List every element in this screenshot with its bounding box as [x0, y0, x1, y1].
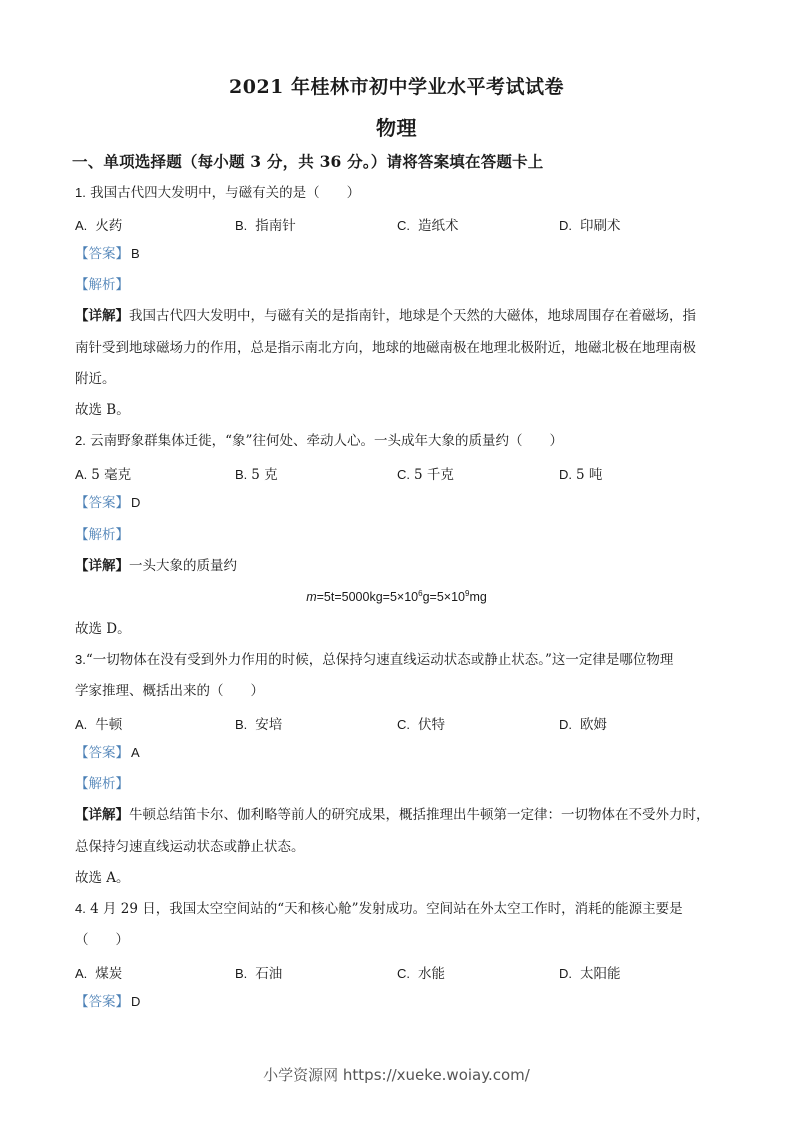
- analysis-line: [75, 276, 129, 294]
- option-c: C. 造纸术: [397, 218, 459, 234]
- detail-line: 【详解】一头大象的质量约: [75, 558, 237, 574]
- section-heading: 一、单项选择题（每小题 3 分，共 36 分。）请将答案填在答题卡上: [72, 152, 544, 171]
- option-c: C. 水能: [397, 966, 445, 982]
- analysis-tag: 【解析】: [75, 776, 129, 792]
- conclusion-line: 故选 B。: [75, 402, 130, 418]
- footer-watermark: 小学资源网 https://xueke.woiay.com/: [263, 1066, 530, 1084]
- answer-line: [75, 744, 140, 762]
- option-d: D. 印刷术: [559, 218, 621, 234]
- question-text-cont: （ ）: [75, 932, 129, 948]
- option-a: A. 牛顿: [75, 717, 123, 733]
- detail-line: 南针受到地球磁场力的作用，总是指示南北方向，地球的地磁南极在地理北极附近，地磁北极在地理南极: [75, 340, 696, 356]
- question-text: 云南野象群集体迁徙，“象”往何处、牵动人心。一头成年大象的质量约（ ）: [90, 433, 563, 449]
- answer-line: [75, 494, 140, 512]
- option-a: A. 5 毫克: [75, 467, 132, 483]
- detail-tag: 【详解】: [75, 308, 129, 324]
- answer-tag: 【答案】: [75, 246, 129, 262]
- page-subtitle: 物理: [376, 116, 417, 140]
- option-b: B. 安培: [235, 717, 283, 733]
- detail-tag: 【详解】: [75, 558, 129, 574]
- analysis-tag: 【解析】: [75, 277, 129, 293]
- option-d: D. 5 吨: [559, 467, 603, 483]
- question-number: 2.: [75, 433, 86, 448]
- answer-tag: 【答案】: [75, 745, 129, 761]
- question-4-options: [75, 962, 735, 980]
- question-2-options: [75, 463, 735, 481]
- option-b: B. 5 克: [235, 467, 278, 483]
- question-4-stem: [75, 900, 683, 918]
- option-b: B. 指南针: [235, 218, 296, 234]
- answer-tag: 【答案】: [75, 495, 129, 511]
- answer-value: B: [131, 246, 140, 261]
- analysis-line: [75, 526, 129, 544]
- page-title: 2021 年桂林市初中学业水平考试试卷: [229, 76, 564, 98]
- question-1-stem: [75, 184, 360, 202]
- analysis-tag: 【解析】: [75, 527, 129, 543]
- option-c: C. 伏特: [397, 717, 445, 733]
- option-a: A. 煤炭: [75, 966, 123, 982]
- option-d: D. 欧姆: [559, 717, 607, 733]
- answer-line: [75, 993, 140, 1011]
- question-text: “一切物体在没有受到外力作用的时候，总保持匀速直线运动状态或静止状态。”这一定律是哪位物理: [85, 652, 674, 668]
- detail-line: 总保持匀速直线运动状态或静止状态。: [75, 839, 305, 855]
- analysis-line: [75, 775, 129, 793]
- mass-formula: $m=5t=5000kg=5\times 10^6g=5\times 10^9mg$: [306, 589, 487, 604]
- option-c: C. 5 千克: [397, 467, 454, 483]
- answer-tag: 【答案】: [75, 994, 129, 1010]
- question-text: 我国古代四大发明中，与磁有关的是（ ）: [90, 185, 361, 201]
- answer-value: D: [131, 495, 141, 510]
- detail-line: 【详解】牛顿总结笛卡尔、伽利略等前人的研究成果，概括推理出牛顿第一定律：一切物体在不受外力时，: [75, 807, 710, 823]
- answer-value: A: [131, 745, 140, 760]
- answer-line: [75, 245, 140, 263]
- question-text: 4 月 29 日，我国太空空间站的“天和核心舱”发射成功。空间站在外太空工作时，消耗的能源主要是: [90, 901, 683, 917]
- conclusion-line: 故选 D。: [75, 621, 131, 637]
- question-2-stem: [75, 432, 563, 450]
- option-a: A. 火药: [75, 218, 123, 234]
- option-d: D. 太阳能: [559, 966, 621, 982]
- question-3-options: [75, 713, 735, 731]
- detail-line: 【详解】我国古代四大发明中，与磁有关的是指南针，地球是个天然的大磁体，地球周围存在着磁场，指: [75, 308, 696, 324]
- question-3-stem: [75, 651, 673, 669]
- answer-value: D: [131, 994, 141, 1009]
- conclusion-line: 故选 A。: [75, 870, 130, 886]
- question-text-cont: 学家推理、概括出来的（ ）: [75, 683, 264, 699]
- option-b: B. 石油: [235, 966, 283, 982]
- question-number: 3.: [75, 652, 86, 667]
- question-number: 4.: [75, 901, 86, 916]
- detail-tag: 【详解】: [75, 807, 129, 823]
- detail-line: 附近。: [75, 371, 116, 387]
- question-1-options: [75, 214, 735, 232]
- question-number: 1.: [75, 185, 86, 200]
